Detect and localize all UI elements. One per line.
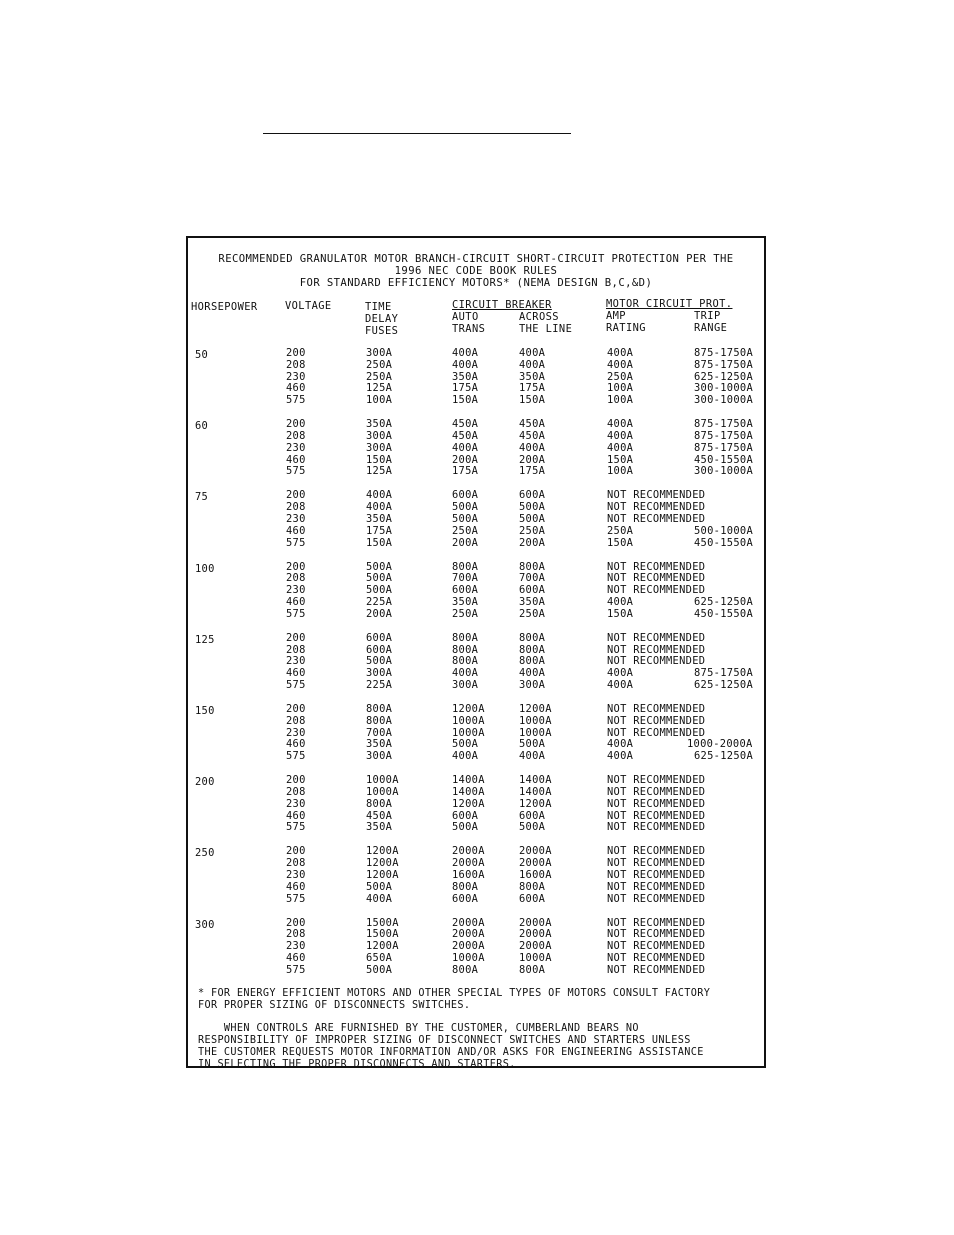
across-line-cell: 400A [519, 441, 546, 454]
amp-rating-cell: NOT RECOMMENDED [607, 821, 706, 834]
header-across-the-line [519, 312, 572, 336]
trip-range-cell: 450-1550A [694, 607, 754, 620]
fuse-cell: 1500A [366, 928, 399, 941]
auto-trans-cell: 500A [452, 738, 479, 751]
amp-rating-cell: NOT RECOMMENDED [607, 655, 706, 668]
voltage-cell: 460 [286, 809, 306, 822]
amp-rating-cell: 250A [607, 370, 634, 383]
auto-trans-cell: 1400A [452, 774, 485, 787]
auto-trans-cell: 600A [452, 584, 479, 597]
across-line-cell: 600A [519, 809, 546, 822]
across-line-cell: 2000A [519, 857, 552, 870]
amp-rating-cell: NOT RECOMMENDED [607, 916, 706, 929]
footnote-line-2: FOR PROPER SIZING OF DISCONNECTS SWITCHES. [198, 1000, 471, 1011]
auto-trans-cell: 450A [452, 430, 479, 442]
fuse-cell: 400A [366, 489, 393, 502]
across-line-cell: 175A [519, 382, 546, 395]
voltage-cell: 200 [286, 347, 306, 359]
fuse-cell: 350A [366, 738, 393, 751]
amp-rating-cell: 400A [607, 418, 634, 431]
across-line-cell: 700A [519, 572, 546, 585]
amp-rating-cell: NOT RECOMMENDED [607, 489, 706, 502]
amp-rating-cell: NOT RECOMMENDED [607, 703, 706, 715]
trip-range-cell: 875-1750A [694, 667, 754, 680]
trip-range-cell: 625-1250A [694, 750, 754, 763]
voltage-cell: 575 [286, 536, 306, 549]
auto-trans-cell: 400A [452, 358, 479, 371]
voltage-cell: 575 [286, 750, 306, 763]
fuse-cell: 1200A [366, 845, 399, 858]
voltage-cell: 230 [286, 940, 306, 953]
amp-rating-cell: NOT RECOMMENDED [607, 774, 706, 787]
fuse-cell: 1200A [366, 857, 399, 870]
across-line-cell: 350A [519, 370, 546, 383]
amp-rating-cell: NOT RECOMMENDED [607, 584, 706, 597]
title-line-3: FOR STANDARD EFFICIENCY MOTORS* (NEMA DESIGN B,C,&D) [299, 277, 653, 289]
fuse-cell: 1200A [366, 869, 399, 881]
voltage-cell: 575 [286, 465, 306, 478]
fuse-cell: 1200A [366, 940, 399, 953]
voltage-cell: 460 [286, 524, 306, 537]
auto-trans-cell: 600A [452, 809, 479, 822]
trip-range-cell: 875-1750A [694, 441, 754, 454]
across-line-cell: 1400A [519, 786, 552, 798]
header-circuit-breaker: CIRCUIT BREAKER [452, 299, 552, 311]
auto-trans-cell: 400A [452, 347, 479, 359]
amp-rating-cell: 100A [607, 394, 634, 407]
horsepower-label: 150 [195, 705, 215, 717]
across-line-cell: 250A [519, 607, 546, 620]
header-time-delay-fuses [365, 302, 398, 337]
fuse-cell: 250A [366, 370, 393, 383]
amp-rating-cell: NOT RECOMMENDED [607, 809, 706, 822]
fuse-cell: 200A [366, 607, 393, 620]
amp-rating-cell: 100A [607, 465, 634, 478]
across-line-cell: 400A [519, 358, 546, 371]
voltage-cell: 230 [286, 584, 306, 597]
amp-rating-cell: NOT RECOMMENDED [607, 845, 706, 858]
auto-trans-cell: 450A [452, 418, 479, 431]
voltage-cell: 208 [286, 643, 306, 656]
trip-range-cell: 450-1550A [694, 453, 754, 466]
across-line-cell: 600A [519, 489, 546, 502]
header-horsepower: HORSEPOWER [191, 301, 258, 313]
voltage-cell: 460 [286, 738, 306, 751]
across-line-cell: 500A [519, 501, 546, 514]
auto-trans-cell: 2000A [452, 940, 485, 953]
fuse-cell: 300A [366, 667, 393, 680]
across-line-cell: 175A [519, 465, 546, 478]
fuse-cell: 150A [366, 453, 393, 466]
header-voltage: VOLTAGE [285, 300, 332, 312]
fuse-cell: 350A [366, 513, 393, 525]
across-line-cell: 800A [519, 963, 546, 976]
disclaimer-line-1: WHEN CONTROLS ARE FURNISHED BY THE CUSTOMER, CUMBERLAND BEARS NO [198, 1023, 639, 1034]
horsepower-label: 60 [195, 420, 209, 433]
fuse-cell: 600A [366, 643, 393, 656]
auto-trans-cell: 250A [452, 607, 479, 620]
voltage-cell: 208 [286, 786, 306, 798]
voltage-cell: 575 [286, 607, 306, 620]
amp-rating-cell: NOT RECOMMENDED [607, 726, 706, 739]
fuse-cell: 400A [366, 892, 393, 905]
title-line-1: RECOMMENDED GRANULATOR MOTOR BRANCH-CIRCUIT SHORT-CIRCUIT PROTECTION PER THE [218, 253, 734, 265]
voltage-cell: 230 [286, 797, 306, 810]
auto-trans-cell: 1000A [452, 952, 485, 964]
voltage-cell: 208 [286, 501, 306, 514]
fuse-cell: 800A [366, 797, 393, 810]
fuse-cell: 500A [366, 880, 393, 893]
header-trip-range [694, 311, 727, 335]
fuse-cell: 450A [366, 809, 393, 822]
trip-range-cell: 875-1750A [694, 358, 754, 371]
fuse-cell: 225A [366, 679, 393, 691]
header-trip: TRIP [694, 310, 721, 322]
across-line-cell: 1200A [519, 797, 552, 810]
auto-trans-cell: 800A [452, 880, 479, 893]
amp-rating-cell: NOT RECOMMENDED [607, 513, 706, 525]
auto-trans-cell: 300A [452, 679, 479, 691]
across-line-cell: 350A [519, 596, 546, 608]
voltage-cell: 230 [286, 726, 306, 739]
auto-trans-cell: 2000A [452, 845, 485, 858]
across-line-cell: 1000A [519, 714, 552, 727]
fuse-cell: 100A [366, 394, 393, 407]
auto-trans-cell: 2000A [452, 857, 485, 870]
auto-trans-cell: 175A [452, 465, 479, 478]
amp-rating-cell: 400A [607, 738, 634, 751]
voltage-cell: 460 [286, 880, 306, 893]
fuse-cell: 350A [366, 418, 393, 431]
amp-rating-cell: NOT RECOMMENDED [607, 963, 706, 976]
trip-range-cell: 875-1750A [694, 418, 754, 431]
voltage-cell: 460 [286, 596, 306, 608]
auto-trans-cell: 350A [452, 370, 479, 383]
auto-trans-cell: 150A [452, 394, 479, 407]
horsepower-label: 50 [195, 349, 209, 361]
fuse-cell: 300A [366, 441, 393, 454]
voltage-cell: 230 [286, 513, 306, 525]
voltage-cell: 200 [286, 560, 306, 573]
auto-trans-cell: 200A [452, 536, 479, 549]
trip-range-cell: 625-1250A [694, 679, 754, 691]
voltage-cell: 200 [286, 631, 306, 644]
amp-rating-cell: NOT RECOMMENDED [607, 501, 706, 514]
trip-range-cell: 450-1550A [694, 536, 754, 549]
across-line-cell: 500A [519, 513, 546, 525]
auto-trans-cell: 400A [452, 750, 479, 763]
voltage-cell: 460 [286, 453, 306, 466]
amp-rating-cell: 150A [607, 453, 634, 466]
across-line-cell: 300A [519, 679, 546, 691]
across-line-cell: 1600A [519, 869, 552, 881]
voltage-cell: 200 [286, 916, 306, 929]
auto-trans-cell: 600A [452, 489, 479, 502]
auto-trans-cell: 400A [452, 667, 479, 680]
across-line-cell: 500A [519, 738, 546, 751]
voltage-cell: 208 [286, 857, 306, 870]
auto-trans-cell: 250A [452, 524, 479, 537]
across-line-cell: 600A [519, 892, 546, 905]
voltage-cell: 575 [286, 394, 306, 407]
fuse-cell: 300A [366, 430, 393, 442]
across-line-cell: 200A [519, 453, 546, 466]
voltage-cell: 460 [286, 952, 306, 964]
fuse-cell: 500A [366, 963, 393, 976]
trip-range-cell: 625-1250A [694, 596, 754, 608]
auto-trans-cell: 800A [452, 560, 479, 573]
amp-rating-cell: 400A [607, 347, 634, 359]
auto-trans-cell: 1000A [452, 714, 485, 727]
voltage-cell: 460 [286, 667, 306, 680]
header-motor-circuit-prot: MOTOR CIRCUIT PROT. [606, 298, 733, 310]
header-across: ACROSS [519, 311, 559, 323]
fuse-cell: 1000A [366, 786, 399, 798]
across-line-cell: 1400A [519, 774, 552, 787]
fuse-cell: 150A [366, 536, 393, 549]
fuse-cell: 225A [366, 596, 393, 608]
fuse-cell: 800A [366, 703, 393, 715]
fuse-cell: 1500A [366, 916, 399, 929]
auto-trans-cell: 1400A [452, 786, 485, 798]
amp-rating-cell: NOT RECOMMENDED [607, 857, 706, 870]
fuse-cell: 1000A [366, 774, 399, 787]
amp-rating-cell: NOT RECOMMENDED [607, 560, 706, 573]
auto-trans-cell: 500A [452, 821, 479, 834]
voltage-cell: 208 [286, 572, 306, 585]
header-the-line: THE LINE [519, 322, 573, 335]
across-line-cell: 800A [519, 560, 546, 573]
voltage-cell: 575 [286, 821, 306, 834]
header-auto-trans [452, 312, 485, 336]
voltage-cell: 208 [286, 358, 306, 371]
trip-range-cell: 1000-2000A [687, 738, 753, 751]
header-fuses: FUSES [365, 324, 399, 337]
fuse-cell: 650A [366, 952, 393, 964]
amp-rating-cell: 150A [607, 607, 634, 620]
header-rating: RATING [606, 321, 646, 334]
amp-rating-cell: 400A [607, 441, 634, 454]
header-range: RANGE [694, 321, 728, 334]
across-line-cell: 400A [519, 750, 546, 763]
fuse-cell: 700A [366, 726, 393, 739]
amp-rating-cell: NOT RECOMMENDED [607, 952, 706, 964]
disclaimer-line-2: RESPONSIBILITY OF IMPROPER SIZING OF DISCONNECT SWITCHES AND STARTERS UNLESS [198, 1035, 691, 1046]
fuse-cell: 500A [366, 655, 393, 668]
auto-trans-cell: 800A [452, 643, 479, 656]
across-line-cell: 1200A [519, 703, 552, 715]
amp-rating-cell: NOT RECOMMENDED [607, 869, 706, 881]
voltage-cell: 200 [286, 774, 306, 787]
across-line-cell: 2000A [519, 940, 552, 953]
amp-rating-cell: 400A [607, 667, 634, 680]
amp-rating-cell: 400A [607, 358, 634, 371]
header-time: TIME [365, 301, 392, 313]
voltage-cell: 208 [286, 714, 306, 727]
trip-range-cell: 300-1000A [694, 465, 754, 478]
voltage-cell: 230 [286, 655, 306, 668]
voltage-cell: 208 [286, 430, 306, 442]
across-line-cell: 2000A [519, 845, 552, 858]
auto-trans-cell: 1000A [452, 726, 485, 739]
fuse-cell: 500A [366, 560, 393, 573]
auto-trans-cell: 2000A [452, 916, 485, 929]
voltage-cell: 575 [286, 963, 306, 976]
voltage-cell: 200 [286, 845, 306, 858]
fuse-cell: 500A [366, 572, 393, 585]
amp-rating-cell: 150A [607, 536, 634, 549]
fuse-cell: 250A [366, 358, 393, 371]
voltage-cell: 575 [286, 679, 306, 691]
amp-rating-cell: NOT RECOMMENDED [607, 631, 706, 644]
amp-rating-cell: NOT RECOMMENDED [607, 572, 706, 585]
auto-trans-cell: 700A [452, 572, 479, 585]
top-rule-line [263, 133, 571, 134]
amp-rating-cell: NOT RECOMMENDED [607, 880, 706, 893]
fuse-cell: 350A [366, 821, 393, 834]
across-line-cell: 600A [519, 584, 546, 597]
across-line-cell: 400A [519, 667, 546, 680]
header-amp-rating [606, 311, 646, 335]
amp-rating-cell: 250A [607, 524, 634, 537]
amp-rating-cell: 400A [607, 596, 634, 608]
auto-trans-cell: 200A [452, 453, 479, 466]
amp-rating-cell: NOT RECOMMENDED [607, 797, 706, 810]
horsepower-label: 75 [195, 491, 209, 504]
across-line-cell: 800A [519, 643, 546, 656]
voltage-cell: 230 [286, 441, 306, 454]
trip-range-cell: 500-1000A [694, 524, 754, 537]
amp-rating-cell: NOT RECOMMENDED [607, 786, 706, 798]
across-line-cell: 500A [519, 821, 546, 834]
title-line-2: 1996 NEC CODE BOOK RULES [394, 265, 558, 277]
amp-rating-cell: NOT RECOMMENDED [607, 940, 706, 953]
voltage-cell: 200 [286, 489, 306, 502]
auto-trans-cell: 800A [452, 655, 479, 668]
horsepower-label: 250 [195, 847, 215, 860]
trip-range-cell: 625-1250A [694, 370, 754, 383]
across-line-cell: 1000A [519, 952, 552, 964]
across-line-cell: 250A [519, 524, 546, 537]
across-line-cell: 450A [519, 418, 546, 431]
across-line-cell: 200A [519, 536, 546, 549]
protection-table-document [186, 236, 766, 1068]
voltage-cell: 230 [286, 370, 306, 383]
fuse-cell: 600A [366, 631, 393, 644]
auto-trans-cell: 400A [452, 441, 479, 454]
across-line-cell: 800A [519, 880, 546, 893]
fuse-cell: 175A [366, 524, 393, 537]
footnote-line-1: * FOR ENERGY EFFICIENT MOTORS AND OTHER SPECIAL TYPES OF MOTORS CONSULT FACTORY [198, 988, 711, 999]
amp-rating-cell: NOT RECOMMENDED [607, 928, 706, 941]
auto-trans-cell: 1200A [452, 703, 485, 715]
auto-trans-cell: 1200A [452, 797, 485, 810]
trip-range-cell: 300-1000A [694, 394, 754, 407]
fuse-cell: 400A [366, 501, 393, 514]
across-line-cell: 150A [519, 394, 546, 407]
fuse-cell: 125A [366, 382, 393, 395]
amp-rating-cell: NOT RECOMMENDED [607, 892, 706, 905]
horsepower-label: 125 [195, 633, 215, 646]
header-auto: AUTO [452, 311, 479, 323]
header-delay: DELAY [365, 312, 399, 325]
trip-range-cell: 875-1750A [694, 347, 754, 359]
disclaimer-line-4: IN SELECTING THE PROPER DISCONNECTS AND STARTERS. [198, 1059, 516, 1068]
header-trans: TRANS [452, 322, 486, 335]
across-line-cell: 2000A [519, 916, 552, 929]
header-amp: AMP [606, 310, 626, 322]
fuse-cell: 500A [366, 584, 393, 597]
amp-rating-cell: 400A [607, 679, 634, 691]
horsepower-label: 300 [195, 918, 215, 931]
fuse-cell: 800A [366, 714, 393, 727]
voltage-cell: 575 [286, 892, 306, 905]
amp-rating-cell: 100A [607, 382, 634, 395]
voltage-cell: 460 [286, 382, 306, 395]
fuse-cell: 300A [366, 347, 393, 359]
auto-trans-cell: 175A [452, 382, 479, 395]
auto-trans-cell: 500A [452, 501, 479, 514]
auto-trans-cell: 800A [452, 631, 479, 644]
auto-trans-cell: 1600A [452, 869, 485, 881]
auto-trans-cell: 600A [452, 892, 479, 905]
voltage-cell: 208 [286, 928, 306, 941]
voltage-cell: 200 [286, 418, 306, 431]
across-line-cell: 400A [519, 347, 546, 359]
across-line-cell: 2000A [519, 928, 552, 941]
fuse-cell: 300A [366, 750, 393, 763]
fuse-cell: 125A [366, 465, 393, 478]
trip-range-cell: 300-1000A [694, 382, 754, 395]
across-line-cell: 450A [519, 430, 546, 442]
across-line-cell: 800A [519, 655, 546, 668]
amp-rating-cell: 400A [607, 750, 634, 763]
across-line-cell: 800A [519, 631, 546, 644]
voltage-cell: 230 [286, 869, 306, 881]
auto-trans-cell: 350A [452, 596, 479, 608]
amp-rating-cell: NOT RECOMMENDED [607, 643, 706, 656]
across-line-cell: 1000A [519, 726, 552, 739]
auto-trans-cell: 2000A [452, 928, 485, 941]
amp-rating-cell: NOT RECOMMENDED [607, 714, 706, 727]
horsepower-label: 100 [195, 562, 215, 575]
auto-trans-cell: 500A [452, 513, 479, 525]
horsepower-label: 200 [195, 776, 215, 789]
disclaimer-line-3: THE CUSTOMER REQUESTS MOTOR INFORMATION AND/OR ASKS FOR ENGINEERING ASSISTANCE [198, 1047, 704, 1058]
auto-trans-cell: 800A [452, 963, 479, 976]
trip-range-cell: 875-1750A [694, 430, 754, 442]
amp-rating-cell: 400A [607, 430, 634, 442]
voltage-cell: 200 [286, 703, 306, 715]
